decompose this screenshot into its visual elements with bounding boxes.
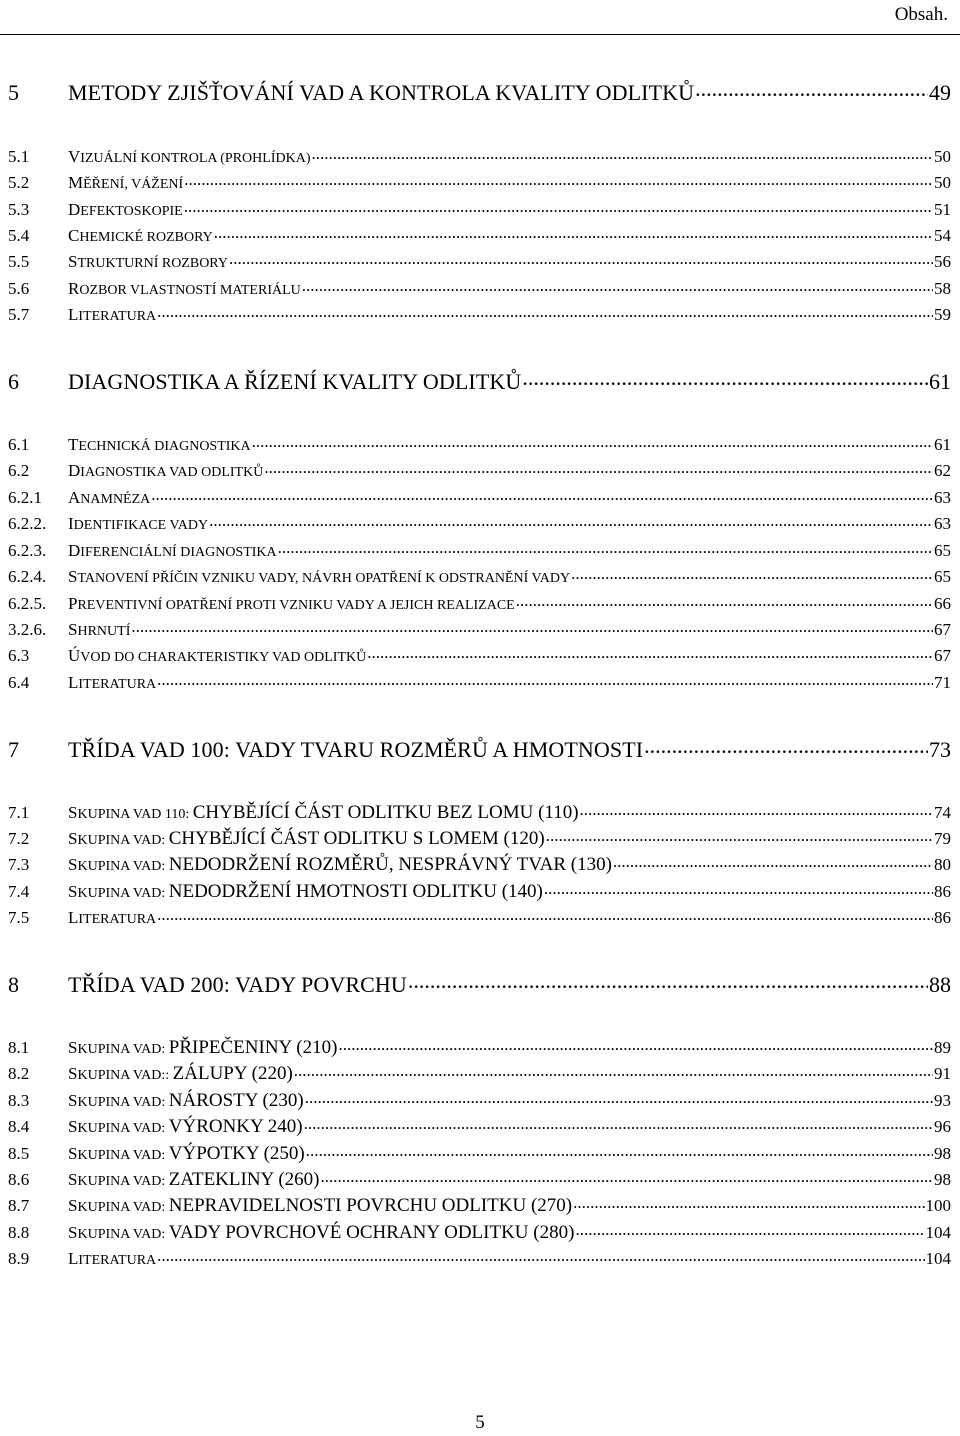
entry-page-number: 67 bbox=[934, 620, 951, 639]
entry-page-number: 71 bbox=[934, 673, 951, 692]
entry-number: 5.2 bbox=[8, 173, 30, 192]
toc-section-entry[interactable] bbox=[8, 250, 951, 272]
entry-title-defect-name: NÁROSTY (230) bbox=[168, 1090, 304, 1111]
entry-page-number: 63 bbox=[934, 514, 951, 533]
entry-page-number: 93 bbox=[934, 1091, 951, 1110]
entry-page-number: 50 bbox=[934, 173, 951, 192]
entry-title-smallcaps: KUPINA VAD: bbox=[77, 1227, 169, 1242]
dot-leader bbox=[516, 592, 933, 609]
entry-page-number: 66 bbox=[934, 594, 951, 613]
entry-title-initial: R bbox=[68, 279, 80, 298]
entry-number: 6.2.2. bbox=[8, 514, 47, 533]
entry-title-smallcaps: KUPINA VAD: bbox=[77, 1200, 169, 1215]
dot-leader bbox=[278, 539, 933, 556]
entry-title bbox=[68, 881, 543, 903]
toc-section-entry[interactable] bbox=[8, 644, 951, 666]
toc-section-entry[interactable] bbox=[8, 171, 951, 193]
entry-page-number: 98 bbox=[934, 1170, 951, 1189]
entry-number: 8.9 bbox=[8, 1249, 30, 1268]
entry-number: 7.3 bbox=[8, 855, 30, 874]
dot-leader bbox=[151, 486, 933, 503]
entry-page-number: 50 bbox=[934, 147, 951, 166]
entry-title-initial: S bbox=[68, 567, 78, 586]
entry-page-number: 63 bbox=[934, 488, 951, 507]
toc-chapter-entry[interactable] bbox=[8, 78, 951, 106]
toc-section-entry[interactable] bbox=[8, 592, 951, 614]
dot-leader bbox=[302, 277, 933, 294]
entry-title-defect-name: VÝRONKY 240) bbox=[168, 1116, 303, 1137]
entry-title-smallcaps: TANOVENÍ PŘÍČIN VZNIKU VADY, NÁVRH OPATŘENÍ K ODSTRANĚNÍ VADY bbox=[77, 571, 571, 586]
entry-title bbox=[68, 828, 545, 850]
entry-page-number: 62 bbox=[934, 461, 951, 480]
entry-number: 5.6 bbox=[8, 279, 30, 298]
dot-leader bbox=[571, 565, 933, 582]
toc-section-entry[interactable] bbox=[8, 277, 951, 299]
entry-title bbox=[68, 1063, 293, 1085]
entry-number: 5.4 bbox=[8, 226, 30, 245]
entry-title bbox=[68, 908, 156, 928]
entry-title-smallcaps: ITERATURA bbox=[78, 1253, 157, 1268]
entry-title-smallcaps: NAMNÉZA bbox=[80, 492, 151, 507]
entry-title-initial: D bbox=[68, 461, 81, 480]
entry-title-smallcaps: KUPINA VAD: bbox=[77, 1148, 169, 1163]
entry-title-initial: S bbox=[68, 252, 78, 271]
entry-page-number: 79 bbox=[934, 829, 951, 848]
entry-number: 8.5 bbox=[8, 1144, 30, 1163]
entry-title-initial: S bbox=[68, 1223, 78, 1242]
toc-section-entry[interactable] bbox=[8, 1115, 951, 1138]
entry-title bbox=[68, 1249, 156, 1269]
dot-leader bbox=[157, 303, 933, 320]
entry-title bbox=[68, 252, 228, 272]
entry-number: 6.2 bbox=[8, 461, 30, 480]
entry-title: METODY ZJIŠŤOVÁNÍ VAD A KONTROLA KVALITY ODLITKŮ bbox=[68, 80, 695, 105]
toc-section-entry[interactable] bbox=[8, 618, 951, 640]
entry-title-defect-name: NEDODRŽENÍ ROZMĚRŮ, NESPRÁVNÝ TVAR (130) bbox=[168, 854, 612, 875]
entry-title-initial: S bbox=[68, 855, 78, 874]
toc-section-entry[interactable] bbox=[8, 853, 951, 876]
entry-title-defect-name: CHYBĚJÍCÍ ČÁST ODLITKU S LOMEM (120) bbox=[168, 828, 545, 849]
entry-page-number: 73 bbox=[929, 737, 951, 762]
entry-page-number: 104 bbox=[925, 1249, 951, 1268]
toc-section-entry[interactable] bbox=[8, 486, 951, 508]
entry-number: 6.4 bbox=[8, 673, 30, 692]
entry-page-number: 86 bbox=[934, 882, 951, 901]
entry-page-number: 91 bbox=[934, 1064, 951, 1083]
entry-number: 8.1 bbox=[8, 1038, 30, 1057]
entry-page-number: 54 bbox=[934, 226, 951, 245]
entry-title-smallcaps: TRUKTURNÍ ROZBORY bbox=[77, 256, 228, 271]
entry-title-smallcaps: KUPINA VAD: bbox=[77, 1121, 169, 1136]
entry-number: 5.3 bbox=[8, 200, 30, 219]
entry-number: 7.5 bbox=[8, 908, 30, 927]
entry-page-number: 51 bbox=[934, 200, 951, 219]
entry-title-initial: S bbox=[68, 803, 78, 822]
entry-title bbox=[68, 305, 156, 325]
entry-title-smallcaps: KUPINA VAD: bbox=[77, 1042, 169, 1057]
dot-leader bbox=[209, 512, 933, 529]
entry-title-initial: V bbox=[68, 147, 81, 166]
entry-number: 7.4 bbox=[8, 882, 30, 901]
entry-page-number: 65 bbox=[934, 567, 951, 586]
entry-title-smallcaps: ITERATURA bbox=[78, 309, 157, 324]
toc-section-entry[interactable] bbox=[8, 671, 951, 693]
entry-title-initial: M bbox=[68, 173, 84, 192]
toc-section-entry[interactable] bbox=[8, 1089, 951, 1112]
entry-title-smallcaps: IAGNOSTIKA VAD ODLITKŮ bbox=[80, 465, 264, 480]
entry-number: 8 bbox=[8, 972, 19, 997]
entry-number: 8.6 bbox=[8, 1170, 30, 1189]
entry-number: 8.7 bbox=[8, 1196, 30, 1215]
entry-number: 6.1 bbox=[8, 435, 30, 454]
entry-number: 5 bbox=[8, 80, 19, 105]
entry-number: 6 bbox=[8, 369, 19, 394]
dot-leader bbox=[311, 145, 933, 162]
entry-title-initial: C bbox=[68, 226, 80, 245]
entry-title-initial: S bbox=[68, 1117, 78, 1136]
dot-leader bbox=[131, 618, 933, 635]
entry-title-smallcaps: ECHNICKÁ DIAGNOSTIKA bbox=[78, 439, 251, 454]
toc-chapter-entry[interactable] bbox=[8, 367, 951, 395]
entry-title-defect-name: ZATEKLINY (260) bbox=[168, 1169, 320, 1190]
dot-leader bbox=[695, 78, 928, 100]
entry-number: 3.2.6. bbox=[8, 620, 47, 639]
entry-title-initial: S bbox=[68, 620, 78, 639]
toc-section-entry[interactable] bbox=[8, 827, 951, 850]
dot-leader bbox=[157, 906, 933, 923]
entry-title bbox=[68, 173, 183, 193]
entry-title bbox=[68, 1116, 303, 1138]
entry-title bbox=[68, 567, 570, 587]
entry-title-defect-name: CHYBĚJÍCÍ ČÁST ODLITKU BEZ LOMU (110) bbox=[192, 802, 579, 823]
entry-title-initial: D bbox=[68, 200, 81, 219]
entry-title-initial: S bbox=[68, 1144, 78, 1163]
entry-page-number: 96 bbox=[934, 1117, 951, 1136]
entry-title-smallcaps: IFERENCIÁLNÍ DIAGNOSTIKA bbox=[80, 545, 277, 560]
toc-section-entry[interactable] bbox=[8, 880, 951, 903]
dot-leader bbox=[252, 433, 933, 450]
dot-leader bbox=[157, 1247, 924, 1264]
entry-title-initial: I bbox=[68, 514, 74, 533]
toc-section-entry[interactable] bbox=[8, 1221, 951, 1244]
entry-title bbox=[68, 1143, 305, 1165]
entry-title-smallcaps: REVENTIVNÍ OPATŘENÍ PROTI VZNIKU VADY A JEJICH REALIZACE bbox=[77, 598, 515, 613]
toc-section-entry[interactable] bbox=[8, 512, 951, 534]
entry-title-smallcaps: EFEKTOSKOPIE bbox=[80, 204, 183, 219]
header-title: Obsah. bbox=[894, 4, 948, 25]
toc-section-entry[interactable] bbox=[8, 1168, 951, 1191]
entry-title-smallcaps: KUPINA VAD 110: bbox=[77, 807, 193, 822]
entry-page-number: 67 bbox=[934, 646, 951, 665]
entry-title bbox=[68, 1169, 319, 1191]
entry-page-number: 59 bbox=[934, 305, 951, 324]
entry-number: 7.1 bbox=[8, 803, 30, 822]
entry-title-defect-name: VADY POVRCHOVÉ OCHRANY ODLITKU (280) bbox=[168, 1222, 575, 1243]
entry-title: TŘÍDA VAD 200: VADY POVRCHU bbox=[68, 972, 407, 997]
entry-title-initial: D bbox=[68, 541, 81, 560]
entry-title bbox=[68, 541, 277, 561]
entry-page-number: 89 bbox=[934, 1038, 951, 1057]
dot-leader bbox=[184, 198, 933, 215]
toc-section-entry[interactable] bbox=[8, 1247, 951, 1269]
page-number: 5 bbox=[475, 1412, 485, 1433]
entry-title-initial: A bbox=[68, 488, 81, 507]
entry-title-initial: S bbox=[68, 882, 78, 901]
entry-title bbox=[68, 279, 301, 299]
entry-title-initial: L bbox=[68, 673, 79, 692]
entry-title-initial: S bbox=[68, 1196, 78, 1215]
entry-title-smallcaps: ITERATURA bbox=[78, 677, 157, 692]
entry-title-initial: Ú bbox=[68, 646, 81, 665]
dot-leader bbox=[294, 1062, 933, 1079]
entry-title bbox=[68, 461, 263, 481]
entry-title-smallcaps: OZBOR VLASTNOSTÍ MATERIÁLU bbox=[79, 283, 301, 298]
entry-page-number: 58 bbox=[934, 279, 951, 298]
entry-title: TŘÍDA VAD 100: VADY TVARU ROZMĚRŮ A HMOTNOSTI bbox=[68, 737, 644, 762]
entry-title bbox=[68, 620, 130, 640]
dot-leader bbox=[644, 735, 928, 757]
entry-page-number: 56 bbox=[934, 252, 951, 271]
entry-page-number: 74 bbox=[934, 803, 951, 822]
entry-title-defect-name: NEPRAVIDELNOSTI POVRCHU ODLITKU (270) bbox=[168, 1195, 573, 1216]
entry-title-smallcaps: KUPINA VAD:: bbox=[77, 1068, 173, 1083]
entry-page-number: 61 bbox=[934, 435, 951, 454]
entry-number: 5.7 bbox=[8, 305, 30, 324]
toc-section-entry[interactable] bbox=[8, 224, 951, 246]
toc-section-entry[interactable] bbox=[8, 906, 951, 928]
dot-leader bbox=[264, 459, 933, 476]
toc-chapter-entry[interactable] bbox=[8, 735, 951, 763]
entry-title-smallcaps: KUPINA VAD: bbox=[77, 1174, 169, 1189]
entry-title bbox=[68, 147, 310, 167]
entry-title-smallcaps: KUPINA VAD: bbox=[77, 833, 169, 848]
entry-title-initial: S bbox=[68, 829, 78, 848]
entry-title-initial: S bbox=[68, 1064, 78, 1083]
toc-section-entry[interactable] bbox=[8, 433, 951, 455]
entry-number: 8.4 bbox=[8, 1117, 30, 1136]
entry-title-defect-name: VÝPOTKY (250) bbox=[168, 1143, 305, 1164]
entry-title-smallcaps: DENTIFIKACE VADY bbox=[73, 518, 209, 533]
entry-title-smallcaps: HEMICKÉ ROZBORY bbox=[79, 230, 213, 245]
entry-page-number: 100 bbox=[925, 1196, 951, 1215]
entry-title-defect-name: NEDODRŽENÍ HMOTNOSTI ODLITKU (140) bbox=[168, 881, 543, 902]
dot-leader bbox=[580, 801, 933, 818]
dot-leader bbox=[157, 671, 933, 688]
entry-page-number: 88 bbox=[929, 972, 951, 997]
dot-leader bbox=[229, 250, 933, 267]
entry-title-initial: L bbox=[68, 305, 79, 324]
entry-page-number: 61 bbox=[929, 369, 951, 394]
entry-title bbox=[68, 488, 150, 508]
entry-title bbox=[68, 1090, 304, 1112]
entry-title-initial: P bbox=[68, 594, 78, 613]
entry-title bbox=[68, 514, 208, 534]
entry-title-smallcaps: HRNUTÍ bbox=[77, 624, 131, 639]
dot-leader bbox=[522, 367, 928, 389]
entry-page-number: 98 bbox=[934, 1144, 951, 1163]
entry-title bbox=[68, 854, 612, 876]
dot-leader bbox=[304, 1115, 933, 1132]
entry-title bbox=[68, 594, 515, 614]
entry-title bbox=[68, 226, 213, 246]
dot-leader bbox=[575, 1221, 924, 1238]
entry-title-smallcaps: KUPINA VAD: bbox=[77, 1095, 169, 1110]
entry-title-smallcaps: KUPINA VAD: bbox=[77, 859, 169, 874]
entry-title bbox=[68, 673, 156, 693]
entry-number: 6.2.3. bbox=[8, 541, 47, 560]
entry-number: 8.3 bbox=[8, 1091, 30, 1110]
entry-page-number: 104 bbox=[925, 1223, 951, 1242]
entry-title bbox=[68, 1195, 572, 1217]
entry-number: 6.3 bbox=[8, 646, 30, 665]
entry-number: 8.2 bbox=[8, 1064, 30, 1083]
dot-leader bbox=[408, 970, 928, 992]
entry-number: 6.2.4. bbox=[8, 567, 47, 586]
entry-title bbox=[68, 1037, 337, 1059]
entry-title bbox=[68, 646, 366, 666]
toc-section-entry[interactable] bbox=[8, 539, 951, 561]
entry-title-initial: L bbox=[68, 908, 79, 927]
entry-title-defect-name: PŘIPEČENINY (210) bbox=[168, 1037, 338, 1058]
toc-section-entry[interactable] bbox=[8, 459, 951, 481]
entry-title-smallcaps: KUPINA VAD: bbox=[77, 886, 169, 901]
toc-section-entry[interactable] bbox=[8, 303, 951, 325]
entry-page-number: 80 bbox=[934, 855, 951, 874]
entry-number: 8.8 bbox=[8, 1223, 30, 1242]
entry-title-smallcaps: ITERATURA bbox=[78, 912, 157, 927]
entry-title bbox=[68, 200, 183, 220]
entry-title-initial: T bbox=[68, 435, 79, 454]
entry-title-smallcaps: ĚŘENÍ, VÁŽENÍ bbox=[83, 177, 184, 192]
toc-section-entry[interactable] bbox=[8, 145, 951, 167]
entry-number: 5.1 bbox=[8, 147, 30, 166]
entry-title bbox=[68, 435, 251, 455]
dot-leader bbox=[214, 224, 933, 241]
entry-title-smallcaps: IZUÁLNÍ KONTROLA (PROHLÍDKA) bbox=[80, 151, 311, 166]
entry-title-initial: S bbox=[68, 1170, 78, 1189]
entry-title-initial: S bbox=[68, 1038, 78, 1057]
entry-number: 6.2.5. bbox=[8, 594, 47, 613]
header-rule bbox=[0, 34, 960, 35]
entry-title-initial: L bbox=[68, 1249, 79, 1268]
toc-section-entry[interactable] bbox=[8, 565, 951, 587]
entry-title-defect-name: ZÁLUPY (220) bbox=[172, 1063, 293, 1084]
entry-title-initial: S bbox=[68, 1091, 78, 1110]
entry-title: DIAGNOSTIKA A ŘÍZENÍ KVALITY ODLITKŮ bbox=[68, 369, 522, 394]
dot-leader bbox=[544, 880, 933, 897]
toc-section-entry[interactable] bbox=[8, 1142, 951, 1165]
dot-leader bbox=[546, 827, 933, 844]
toc-section-entry[interactable] bbox=[8, 801, 951, 824]
dot-leader bbox=[320, 1168, 933, 1185]
dot-leader bbox=[184, 171, 933, 188]
toc-section-entry[interactable] bbox=[8, 1194, 951, 1217]
entry-number: 6.2.1 bbox=[8, 488, 42, 507]
entry-page-number: 49 bbox=[929, 80, 951, 105]
entry-number: 7.2 bbox=[8, 829, 30, 848]
entry-page-number: 86 bbox=[934, 908, 951, 927]
entry-title bbox=[68, 1222, 574, 1244]
dot-leader bbox=[613, 853, 933, 870]
dot-leader bbox=[573, 1194, 924, 1211]
page-header bbox=[0, 0, 960, 34]
dot-leader bbox=[367, 644, 933, 661]
toc-section-entry[interactable] bbox=[8, 1036, 951, 1059]
entry-page-number: 65 bbox=[934, 541, 951, 560]
toc-section-entry[interactable] bbox=[8, 1062, 951, 1085]
toc-chapter-entry[interactable] bbox=[8, 970, 951, 998]
entry-number: 7 bbox=[8, 737, 19, 762]
dot-leader bbox=[305, 1089, 933, 1106]
toc-section-entry[interactable] bbox=[8, 198, 951, 220]
entry-title-smallcaps: VOD DO CHARAKTERISTIKY VAD ODLITKŮ bbox=[80, 650, 367, 665]
entry-number: 5.5 bbox=[8, 252, 30, 271]
entry-title bbox=[68, 802, 579, 824]
dot-leader bbox=[338, 1036, 933, 1053]
dot-leader bbox=[306, 1142, 933, 1159]
